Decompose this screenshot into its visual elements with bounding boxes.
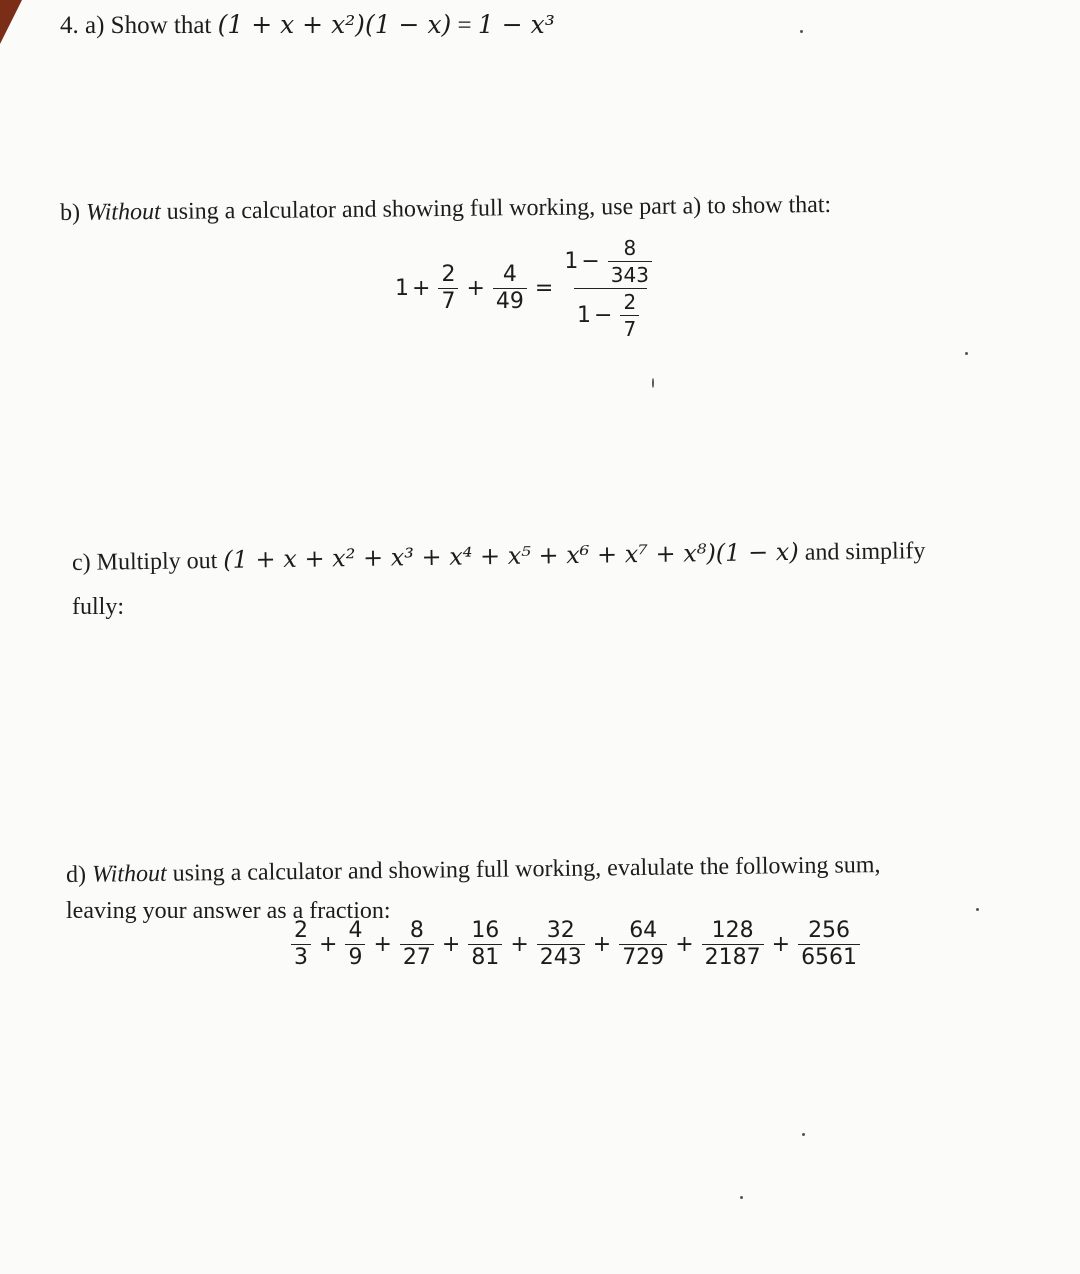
question-b-equation [395, 235, 665, 342]
b-fraction-8-343 [608, 235, 652, 288]
sum-term-fraction [619, 918, 667, 971]
fraction-denominator: 27 [400, 944, 434, 971]
question-d-label: d) [65, 861, 87, 888]
fraction-numerator: 2 [623, 290, 637, 314]
b-lhs-one: 1 [395, 276, 409, 301]
b-fraction-2-7 [438, 262, 458, 315]
question-b-text: using a calculator and showing full working, use part a) to show that: [166, 191, 832, 225]
question-c-line-2: fully: [72, 594, 124, 620]
fraction-numerator: 4 [502, 262, 517, 287]
question-b-emphasis: Without [85, 198, 161, 226]
fraction-numerator: 8 [623, 236, 637, 260]
b-plus-1: + [412, 276, 431, 301]
b-complex-fraction [561, 235, 660, 342]
fraction-denominator: 729 [619, 944, 667, 971]
sum-plus-sign: + [510, 932, 529, 957]
scan-speck [965, 352, 968, 355]
question-c-expression: (1 + x + x² + x³ + x⁴ + x⁵ + x⁶ + x⁷ + x⁸)(1 − x) [223, 537, 799, 574]
fraction-numerator: 2 [294, 918, 308, 943]
fraction-denominator: 7 [438, 288, 458, 315]
fraction-numerator: 8 [409, 918, 424, 943]
b-equals: = [534, 276, 554, 301]
fraction-numerator: 4 [348, 918, 363, 943]
b-bottom-minus: − [594, 302, 613, 328]
scan-speck [802, 1133, 805, 1136]
fraction-numerator: 32 [546, 918, 575, 943]
question-a [60, 10, 555, 40]
question-b [60, 192, 831, 227]
paper-corner-shadow [0, 0, 22, 44]
fraction-numerator: 256 [808, 918, 851, 943]
b-complex-numerator [561, 235, 660, 288]
b-top-minus: − [581, 248, 600, 274]
b-fraction-4-49 [493, 262, 527, 315]
question-a-lhs: (1 + x + x²)(1 − x) [217, 10, 452, 39]
sum-plus-sign: + [319, 932, 338, 957]
scan-speck [740, 1196, 743, 1199]
sum-plus-sign: + [373, 932, 392, 957]
fraction-numerator: 2 [441, 262, 456, 287]
fraction-numerator: 128 [711, 918, 754, 943]
question-c-tail: and simplify [804, 538, 926, 566]
sum-term-fraction [468, 918, 502, 971]
sum-term-fraction [798, 918, 860, 971]
question-d [66, 852, 881, 889]
b-bottom-one: 1 [577, 302, 592, 328]
question-b-label: b) [59, 199, 81, 226]
question-d-sum [286, 918, 865, 971]
b-plus-2: + [466, 276, 485, 301]
scan-speck [800, 30, 803, 33]
question-c [72, 536, 926, 577]
sum-term-fraction [400, 918, 434, 971]
sum-plus-sign: + [675, 932, 694, 957]
fraction-denominator: 2187 [702, 944, 764, 971]
b-complex-denominator [574, 288, 647, 342]
fraction-numerator: 16 [471, 918, 500, 943]
scan-speck [976, 908, 979, 911]
fraction-denominator: 49 [493, 288, 527, 315]
fraction-denominator: 9 [345, 944, 365, 971]
sum-plus-sign: + [592, 932, 612, 957]
sum-plus-sign: + [441, 932, 461, 957]
sum-term-fraction [291, 918, 311, 971]
fraction-denominator: 6561 [798, 944, 860, 971]
fraction-denominator: 7 [620, 315, 639, 342]
sum-term-fraction [537, 918, 585, 971]
sum-plus-sign: + [771, 932, 791, 957]
question-a-equals: = [457, 12, 472, 39]
question-d-emphasis: Without [91, 860, 167, 888]
b-top-one: 1 [564, 248, 579, 274]
fraction-numerator: 64 [629, 918, 658, 943]
question-d-text: using a calculator and showing full working, evalulate the following sum, [172, 852, 881, 887]
question-c-label: c) Multiply out [71, 547, 218, 576]
fraction-denominator: 343 [608, 261, 652, 288]
question-a-label: 4. a) Show that [60, 12, 212, 39]
scan-speck [652, 378, 654, 388]
question-a-rhs: 1 − x³ [477, 10, 555, 39]
fraction-denominator: 81 [468, 944, 502, 971]
b-fraction-2-7-denominator [620, 289, 639, 342]
sum-term-fraction [702, 918, 764, 971]
sum-term-fraction [345, 918, 365, 971]
fraction-denominator: 243 [537, 944, 585, 971]
fraction-denominator: 3 [291, 944, 311, 971]
question-d-line-2: leaving your answer as a fraction: [66, 898, 391, 924]
